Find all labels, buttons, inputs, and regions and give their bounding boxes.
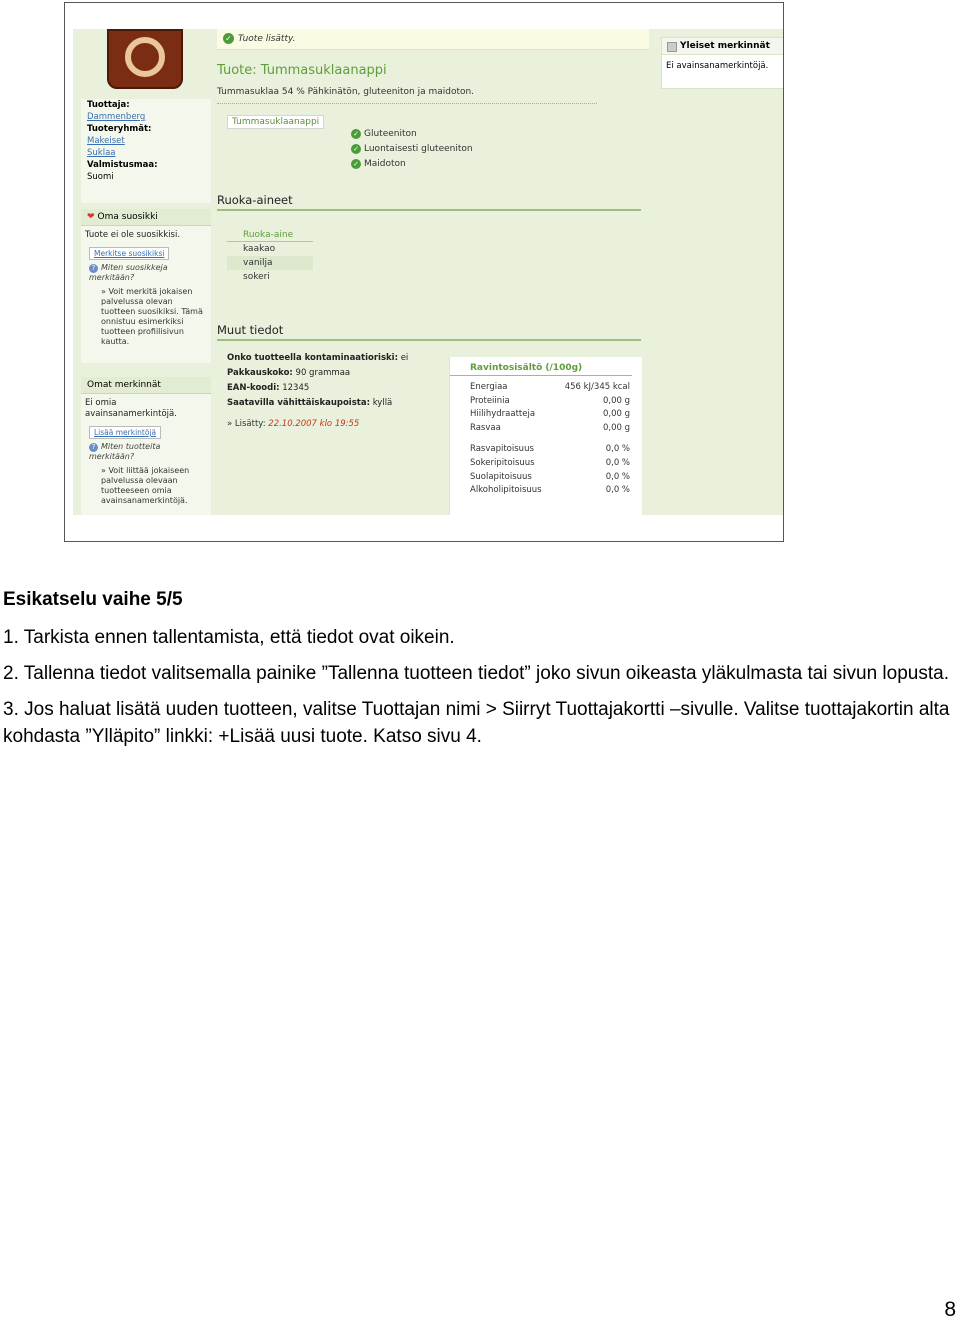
favorite-header <box>81 209 211 226</box>
package-label: Pakkauskoko: <box>227 368 293 378</box>
nutrition-row <box>450 423 642 437</box>
section-heading: Esikatselu vaihe 5/5 <box>3 589 183 610</box>
nutrition-key: Hiilihydraatteja <box>470 409 536 420</box>
notes-title: Omat merkinnät <box>87 380 161 390</box>
nutrition-row <box>450 485 642 499</box>
property-label: Maidoton <box>364 159 406 169</box>
nutrition-row <box>450 409 642 423</box>
producer-link[interactable]: Dammenberg <box>87 112 146 122</box>
mark-favorite-button[interactable]: Merkitse suosikiksi <box>89 247 169 260</box>
package-value: 90 grammaa <box>295 368 351 378</box>
ingredient-row: sokeri <box>243 272 270 282</box>
nutrition-value: 456 kJ/345 kcal <box>564 382 630 392</box>
favorite-text: Tuote ei ole suosikkisi. <box>85 230 181 240</box>
check-icon: ✓ <box>351 159 361 169</box>
property-list <box>351 127 473 172</box>
ingredients-table <box>227 229 313 284</box>
ingredients-column-header: Ruoka-aine <box>227 229 313 242</box>
success-text: Tuote lisätty. <box>238 34 296 44</box>
left-sidebar <box>81 29 211 515</box>
nutrition-value: 0,0 % <box>605 444 630 455</box>
contamination-value: ei <box>400 353 409 363</box>
nutrition-spacer <box>450 436 642 444</box>
nutrition-panel <box>449 357 642 515</box>
property-item <box>351 142 473 157</box>
notes-note: » Voit liittää jokaiseen palvelussa olevaan tuotteeseen omia avainsanamerkintöjä. <box>101 466 190 505</box>
nutrition-key: Alkoholipitoisuus <box>470 485 542 496</box>
divider <box>217 103 597 104</box>
property-label: Luontaisesti gluteeniton <box>364 144 473 154</box>
package-row <box>227 366 437 381</box>
property-label: Gluteeniton <box>364 129 417 139</box>
page-number: 8 <box>944 1298 956 1321</box>
country-value: Suomi <box>87 172 114 182</box>
nutrition-key: Proteiinia <box>470 395 510 406</box>
nutrition-row <box>450 396 642 410</box>
added-row <box>227 417 437 432</box>
notes-help-text: Miten tuotteita merkitään? <box>89 442 161 461</box>
property-item <box>351 127 473 142</box>
nutrition-value: 0,00 g <box>602 395 630 406</box>
favorite-help-link[interactable] <box>81 260 211 283</box>
group-link-makeiset[interactable]: Makeiset <box>87 136 125 146</box>
check-icon: ✓ <box>351 144 361 154</box>
general-notes-box <box>661 37 784 89</box>
retail-value: kyllä <box>372 398 393 408</box>
producer-label: Tuottaja: <box>87 100 130 110</box>
nutrition-value: 0,0 % <box>605 471 630 482</box>
heart-icon: ❤ <box>87 212 95 222</box>
favorite-title: Oma suosikki <box>97 212 158 222</box>
main-content <box>217 29 649 515</box>
favorite-box <box>81 209 211 363</box>
tag-icon <box>667 42 677 52</box>
nutrition-row <box>450 444 642 458</box>
notes-help-link[interactable] <box>81 439 211 462</box>
general-notes-header <box>662 38 784 55</box>
product-name-tag: Tummasuklaanappi <box>227 115 324 129</box>
nutrition-key: Rasvaa <box>470 422 501 433</box>
right-sidebar <box>655 29 784 515</box>
check-icon: ✓ <box>223 33 234 44</box>
product-description: Tummasuklaa 54 % Pähkinätön, gluteeniton ja maidoton. <box>217 87 475 97</box>
general-notes-text: Ei avainsanamerkintöjä. <box>666 61 769 71</box>
ingredients-heading: Ruoka-aineet <box>217 193 641 211</box>
step-2: 2. Tallenna tiedot valitsemalla painike ”Tallenna tuotteen tiedot” joko sivun oikeasta yläkulmasta tai sivun lopusta. <box>3 663 949 684</box>
check-icon: ✓ <box>351 129 361 139</box>
added-label: » Lisätty: <box>227 419 266 429</box>
nutrition-row <box>450 382 642 396</box>
ingredient-row: kaakao <box>243 244 276 254</box>
contamination-row <box>227 351 437 366</box>
nutrition-title: Ravintosisältö (/100g) <box>450 357 632 376</box>
nutrition-value: 0,0 % <box>605 457 630 468</box>
country-label: Valmistusmaa: <box>87 160 158 170</box>
nutrition-value: 0,0 % <box>605 485 630 496</box>
add-notes-button[interactable]: Lisää merkintöjä <box>89 426 161 439</box>
favorite-help-text: Miten suosikkeja merkitään? <box>89 263 168 282</box>
added-value: 22.10.2007 klo 19:55 <box>268 419 360 429</box>
brand-logo <box>107 29 183 89</box>
nutrition-value: 0,00 g <box>602 422 630 433</box>
nutrition-row <box>450 458 642 472</box>
notes-box <box>81 377 211 515</box>
retail-label: Saatavilla vähittäiskaupoista: <box>227 398 370 408</box>
nutrition-key: Rasvapitoisuus <box>470 444 534 455</box>
ingredient-row: vanilja <box>227 256 313 270</box>
retail-row <box>227 396 437 411</box>
nutrition-key: Sokeripitoisuus <box>470 457 535 468</box>
product-info-box <box>81 99 211 203</box>
success-message <box>217 29 649 50</box>
nutrition-key: Suolapitoisuus <box>470 471 532 482</box>
screenshot-frame <box>64 2 784 542</box>
nutrition-key: Energiaa <box>470 382 508 392</box>
other-info-heading: Muut tiedot <box>217 323 641 341</box>
nutrition-row <box>450 472 642 486</box>
notes-header <box>81 377 211 394</box>
notes-text: Ei omia avainsanamerkintöjä. <box>85 398 177 419</box>
general-notes-title: Yleiset merkinnät <box>680 41 770 51</box>
favorite-note: » Voit merkitä jokaisen palvelussa olevan tuotteen suosikiksi. Tämä onnistuu esimerkiksi tuotteen profiilisivun kautta. <box>101 287 203 346</box>
step-1: 1. Tarkista ennen tallentamista, että tiedot ovat oikein. <box>3 627 455 648</box>
group-link-suklaa[interactable]: Suklaa <box>87 148 116 158</box>
nutrition-value: 0,00 g <box>602 409 630 420</box>
product-title: Tuote: Tummasuklaanappi <box>217 63 387 78</box>
groups-label: Tuoteryhmät: <box>87 124 152 134</box>
instruction-steps <box>3 624 953 759</box>
ean-value: 12345 <box>282 383 310 393</box>
contamination-label: Onko tuotteella kontaminaatioriski: <box>227 353 398 363</box>
logo-mark <box>125 37 165 77</box>
screenshot-page <box>73 29 784 515</box>
other-info <box>227 351 437 432</box>
step-3: 3. Jos haluat lisätä uuden tuotteen, valitse Tuottajan nimi > Siirryt Tuottajakortti –sivulle. Valitse tuottajakortin alta kohdasta ”Ylläpito” linkki: +Lisää uusi tuote. Katso sivu 4. <box>3 699 950 747</box>
help-icon: ? <box>89 264 98 273</box>
help-icon: ? <box>89 443 98 452</box>
ean-label: EAN-koodi: <box>227 383 280 393</box>
ean-row <box>227 381 437 396</box>
property-item <box>351 157 473 172</box>
